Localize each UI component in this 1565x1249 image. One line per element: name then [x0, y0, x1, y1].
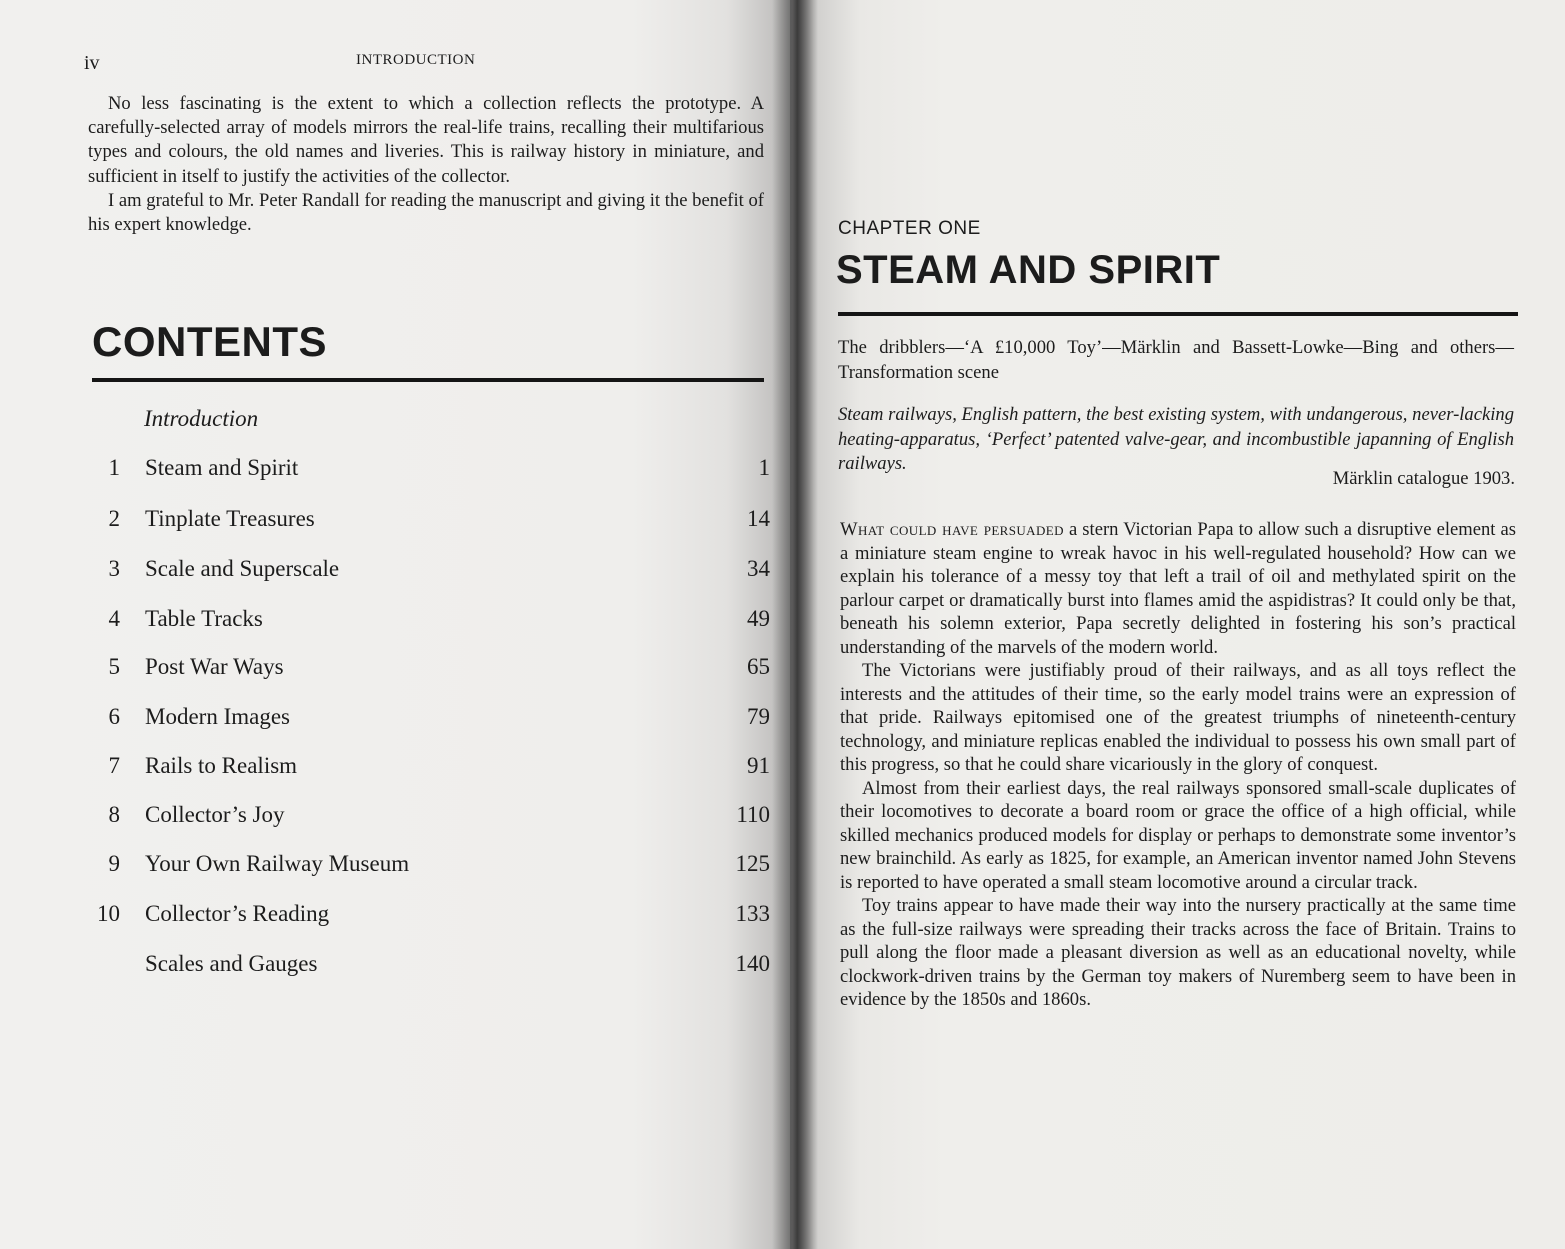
- opening-smallcaps: What could have persuaded: [840, 519, 1064, 540]
- toc-title: Modern Images: [145, 704, 290, 729]
- intro-paragraph: No less fascinating is the extent to which a collection reflects the prototype. A carefully-selected array of models mirrors the real-life trains, recalling their multifarious types and colours, the old names and liveries. This is railway history in miniature, and sufficient in itself to justify the activities of the collector.: [88, 93, 764, 187]
- toc-entry: [0, 802, 780, 832]
- toc-number: 4: [108, 606, 120, 631]
- toc-number: 1: [108, 455, 120, 480]
- toc-entry: [0, 753, 780, 783]
- toc-number: 6: [108, 704, 120, 729]
- body-paragraph: The Victorians were justifiably proud of their railways, and as all toys reflect the interests and the attitudes of their time, so the early model trains were an expression of that pride. Railways epitomised one of the greatest triumphs of nineteenth-century technology, and miniature replicas enabled the individual to possess his own small part of this progress, so that he could share vicariously in the glory of conquest.: [840, 660, 1516, 775]
- chapter-rule: [838, 312, 1518, 316]
- toc-title: Scales and Gauges: [145, 951, 318, 976]
- toc-page: 1: [758, 455, 770, 480]
- chapter-body: [840, 518, 1516, 1012]
- chapter-label: CHAPTER ONE: [838, 218, 981, 239]
- toc-page: 49: [747, 606, 770, 631]
- chapter-synopsis: The dribblers—‘A £10,000 Toy’—Märklin and Bassett-Lowke—Bing and others—Transformation scene: [838, 337, 1514, 383]
- toc-entry: [0, 704, 780, 734]
- body-paragraph: [840, 518, 1516, 659]
- toc-page: 34: [747, 556, 770, 581]
- intro-paragraph: I am grateful to Mr. Peter Randall for reading the manuscript and giving it the benefit of his expert knowledge.: [88, 189, 764, 236]
- toc-title: Tinplate Treasures: [145, 506, 315, 531]
- toc-number: 10: [97, 901, 120, 926]
- opening-paragraph-text: a stern Victorian Papa to allow such a disruptive element as a miniature steam engine to wreak havoc in his well-regulated household? How can we explain his tolerance of a messy toy that left a trail of oil and methylated spirit on the parlour carpet or dramatically burst into flames amid the aspidistras? It could only be that, beneath his solemn exterior, Papa secretly delighted in fostering his son’s practical understanding of the marvels of the modern world.: [840, 519, 1516, 658]
- toc-entry: [0, 851, 780, 881]
- toc-number: 9: [108, 851, 120, 876]
- contents-rule: [92, 378, 764, 382]
- book-gutter: [772, 0, 818, 1249]
- contents-heading: CONTENTS: [92, 318, 327, 365]
- toc-title: Scale and Superscale: [145, 556, 340, 581]
- toc-entry: [0, 556, 780, 586]
- toc-entry: [0, 455, 780, 485]
- toc-number: 3: [108, 556, 120, 581]
- page-number: iv: [84, 52, 100, 74]
- chapter-title: STEAM AND SPIRIT: [836, 248, 1221, 292]
- running-head: INTRODUCTION: [356, 52, 476, 68]
- toc-entry: [0, 606, 780, 636]
- introduction-text: [88, 92, 764, 237]
- toc-page: 133: [735, 901, 770, 926]
- toc-entry: [0, 506, 780, 536]
- toc-page: 110: [736, 802, 770, 827]
- toc-page: 140: [735, 951, 770, 976]
- toc-entry: [0, 901, 780, 931]
- toc-title: Collector’s Reading: [145, 901, 330, 926]
- toc-page: 91: [747, 753, 770, 778]
- epigraph-source: Märklin catalogue 1903.: [1332, 468, 1515, 489]
- toc-entry: [0, 654, 780, 684]
- toc-number: 8: [108, 802, 120, 827]
- toc-title: Collector’s Joy: [145, 802, 285, 827]
- body-paragraph: Almost from their earliest days, the real railways sponsored small-scale duplicates of their locomotives to decorate a board room or grace the office of a high official, while skilled mechanics produced models for display or perhaps to demonstrate some inventor’s new brainchild. As early as 1825, for example, an American inventor named John Stevens is reported to have operated a small steam locomotive around a circular track.: [840, 777, 1516, 893]
- toc-page: 65: [747, 654, 770, 679]
- toc-page: 14: [747, 506, 770, 531]
- toc-title: Your Own Railway Museum: [145, 851, 410, 876]
- toc-number: 7: [108, 753, 120, 778]
- toc-entry: [0, 951, 780, 981]
- toc-title: Table Tracks: [145, 606, 263, 631]
- toc-title: Steam and Spirit: [145, 455, 299, 480]
- toc-title: Post War Ways: [145, 654, 284, 679]
- toc-introduction: Introduction: [144, 406, 259, 431]
- toc-title: Rails to Realism: [145, 753, 298, 778]
- toc-page: 125: [735, 851, 770, 876]
- toc-number: 2: [108, 506, 120, 531]
- toc-page: 79: [747, 704, 770, 729]
- epigraph: Steam railways, English pattern, the best existing system, with undangerous, never-lacking heating-apparatus, ‘Perfect’ patented valve-gear, and incombustible japanning of English railways.: [838, 404, 1514, 474]
- body-paragraph: Toy trains appear to have made their way into the nursery practically at the same time as the full-size railways were spreading their tracks across the face of Britain. Trains to pull along the floor made a pleasant diversion as well as an educational novelty, while clockwork-driven trains by the German toy makers of Nuremberg seem to have been in evidence by the 1850s and 1860s.: [840, 895, 1516, 1010]
- toc-number: 5: [108, 654, 120, 679]
